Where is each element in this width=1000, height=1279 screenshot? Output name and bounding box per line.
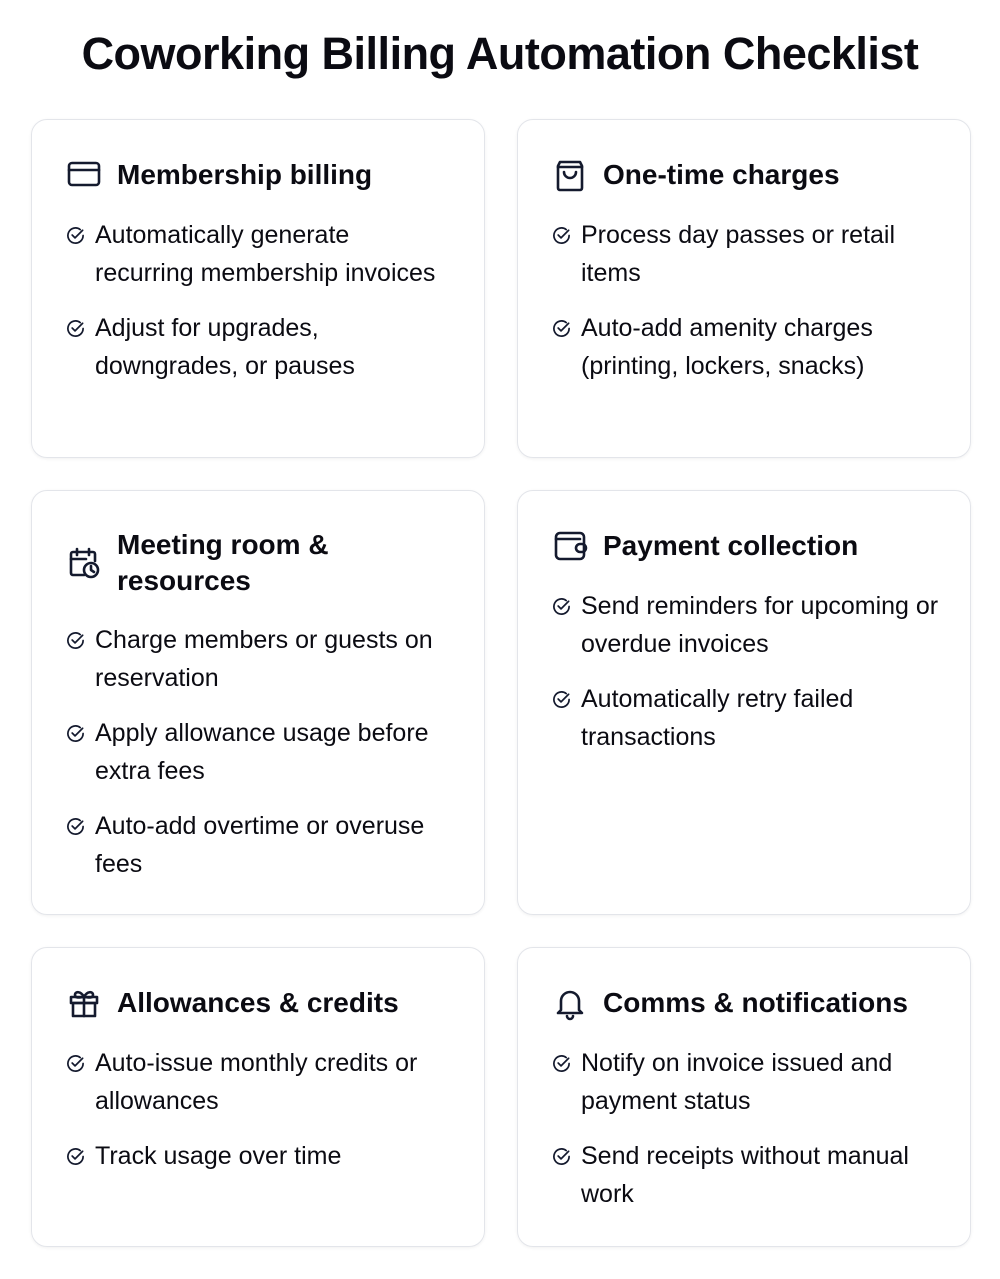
checklist-grid (31, 119, 971, 1247)
checklist-item-text: Send reminders for upcoming or overdue invoices (581, 592, 939, 658)
check-circle-icon (65, 621, 85, 659)
checklist (65, 1044, 454, 1175)
bell-icon (551, 984, 589, 1022)
checklist (65, 216, 454, 385)
checklist-item-text: Process day passes or retail items (581, 221, 896, 287)
card-calendar-clock (31, 490, 485, 915)
card-header (65, 527, 454, 599)
checklist-item-text: Auto-issue monthly credits or allowances (95, 1049, 418, 1115)
check-circle-icon (551, 1137, 571, 1175)
wallet-icon (551, 527, 589, 565)
card-heading: Membership billing (117, 159, 373, 190)
checklist-item-text: Track usage over time (95, 1142, 342, 1170)
check-circle-icon (65, 309, 85, 347)
page-title: Coworking Billing Automation Checklist (81, 28, 919, 79)
check-circle-icon (551, 216, 571, 254)
checklist-item (65, 714, 454, 790)
checklist (65, 621, 454, 883)
card-header (551, 527, 940, 565)
checklist-item (551, 216, 940, 292)
checklist-item (551, 587, 940, 663)
card-heading: Allowances & credits (117, 987, 399, 1018)
checklist-item (551, 680, 940, 756)
shopping-bag-icon (551, 156, 589, 194)
checklist-item-text: Charge members or guests on reservation (95, 626, 433, 692)
checklist-item (65, 216, 454, 292)
card-header (551, 156, 940, 194)
checklist-item (65, 1044, 454, 1120)
check-circle-icon (65, 1137, 85, 1175)
gift-icon (65, 984, 103, 1022)
card-header (65, 984, 454, 1022)
card-shopping-bag (517, 119, 971, 458)
check-circle-icon (65, 807, 85, 845)
checklist-item (65, 1137, 454, 1175)
checklist-item (551, 1044, 940, 1120)
checklist-item-text: Adjust for upgrades, downgrades, or pauses (95, 314, 355, 380)
checklist (551, 1044, 940, 1213)
check-circle-icon (551, 309, 571, 347)
card-heading: One-time charges (603, 159, 840, 190)
check-circle-icon (65, 1044, 85, 1082)
checklist-item-text: Automatically generate recurring membership invoices (95, 221, 436, 287)
card-header (65, 156, 454, 194)
card-gift (31, 947, 485, 1247)
checklist-item-text: Notify on invoice issued and payment status (581, 1049, 893, 1115)
checklist (551, 587, 940, 756)
checklist (551, 216, 940, 385)
checklist-item (65, 309, 454, 385)
card-heading: Comms & notifications (603, 987, 908, 1018)
card-credit-card (31, 119, 485, 458)
check-circle-icon (65, 714, 85, 752)
checklist-item-text: Auto-add amenity charges (printing, lockers, snacks) (581, 314, 873, 380)
card-heading: Meeting room & resources (117, 529, 329, 596)
checklist-item (65, 807, 454, 883)
calendar-clock-icon (65, 544, 103, 582)
check-circle-icon (65, 216, 85, 254)
card-heading: Payment collection (603, 530, 859, 561)
credit-card-icon (65, 156, 103, 194)
card-wallet (517, 490, 971, 915)
check-circle-icon (551, 587, 571, 625)
check-circle-icon (551, 680, 571, 718)
checklist-item (551, 1137, 940, 1213)
checklist-item (551, 309, 940, 385)
card-header (551, 984, 940, 1022)
checklist-item-text: Auto-add overtime or overuse fees (95, 812, 425, 878)
checklist-item (65, 621, 454, 697)
card-bell (517, 947, 971, 1247)
checklist-item-text: Automatically retry failed transactions (581, 685, 854, 751)
checklist-item-text: Send receipts without manual work (581, 1142, 909, 1208)
checklist-item-text: Apply allowance usage before extra fees (95, 719, 429, 785)
check-circle-icon (551, 1044, 571, 1082)
